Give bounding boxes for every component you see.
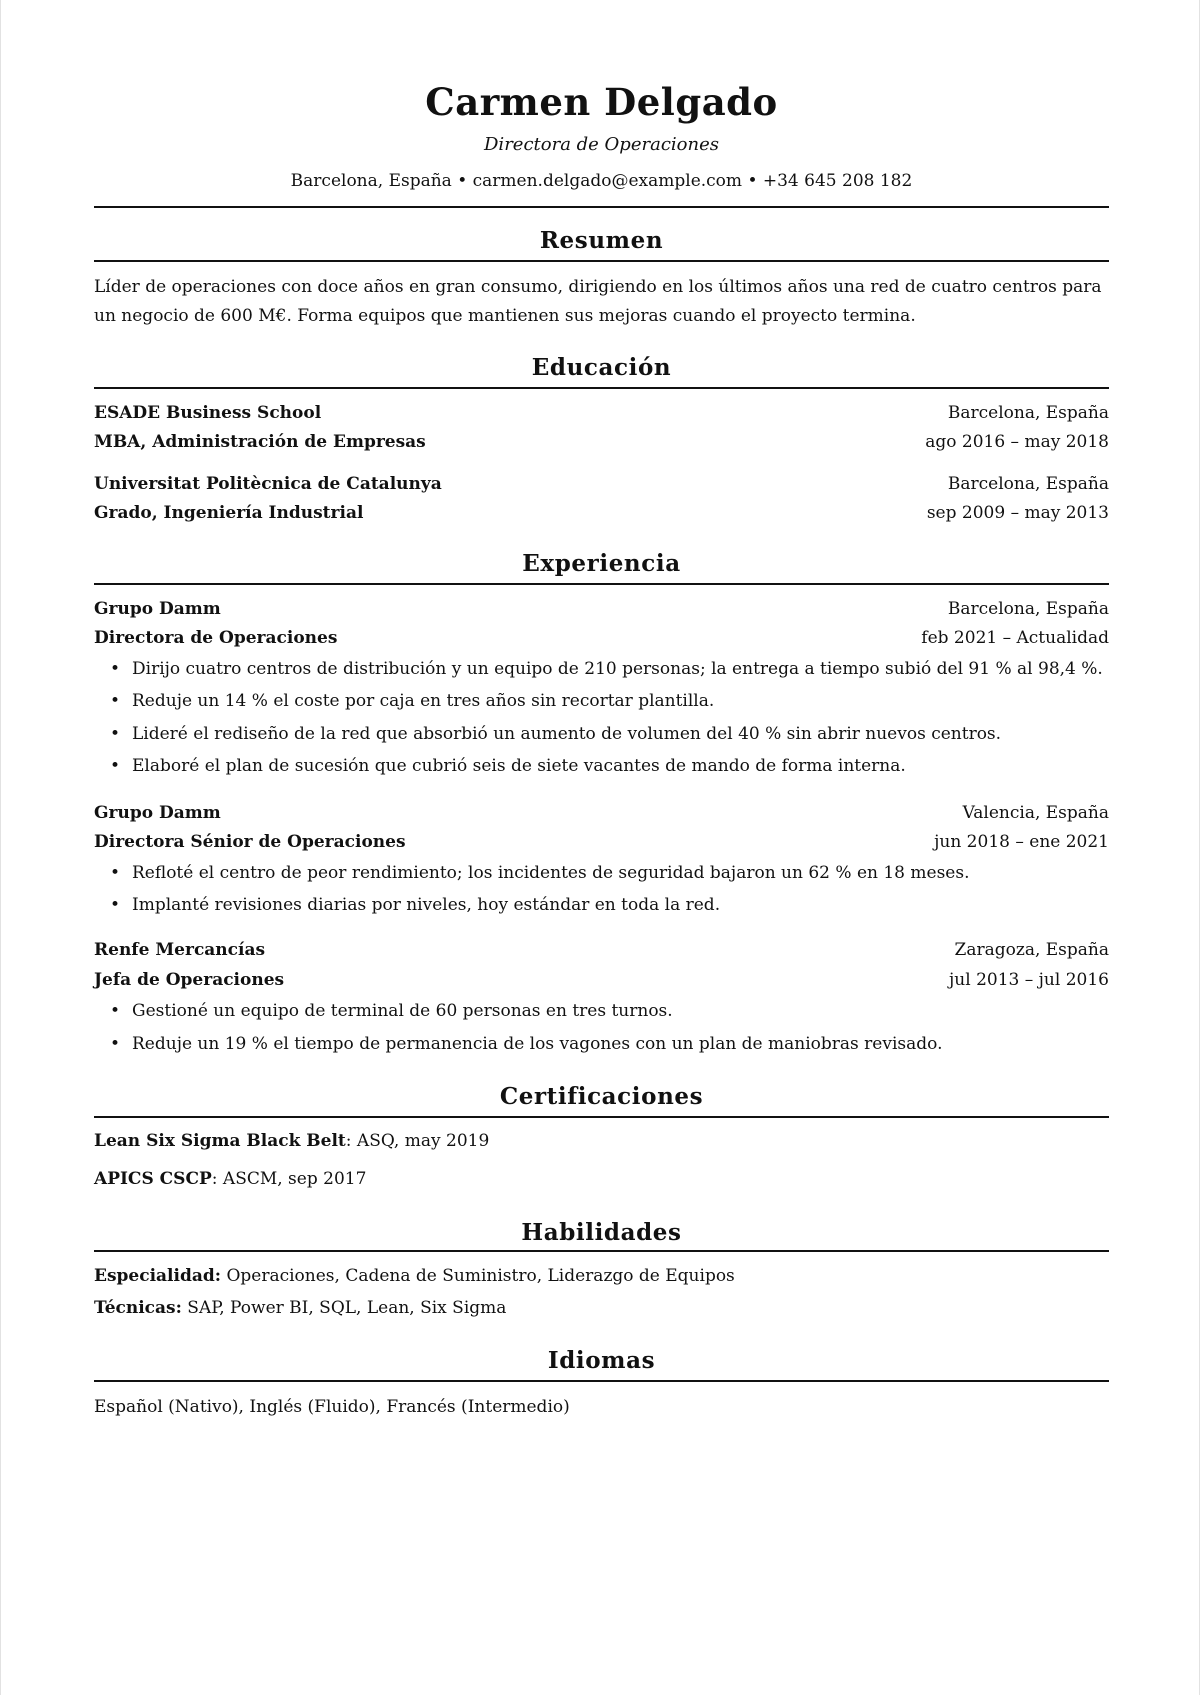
certification-item xyxy=(94,1127,1109,1155)
job-header xyxy=(94,936,1109,964)
certification-item xyxy=(94,1165,1109,1193)
certifications-divider xyxy=(94,1116,1109,1118)
skill-value: Operaciones, Cadena de Suministro, Liderazgo de Equipos xyxy=(221,1266,735,1286)
section-title-experience: Experiencia xyxy=(522,550,681,577)
education-dates: ago 2016 – may 2018 xyxy=(925,432,1109,452)
company-name: Grupo Damm xyxy=(94,599,221,619)
education-entry-degree xyxy=(94,499,1109,527)
section-title-summary: Resumen xyxy=(539,227,664,254)
languages-divider xyxy=(94,1380,1109,1382)
skill-label: Técnicas: xyxy=(94,1298,182,1318)
candidate-name: Carmen Delgado xyxy=(425,80,778,124)
job-bullet: • Implanté revisiones diarias por niveles, hoy estándar en toda la red. xyxy=(132,891,1109,919)
company-name: Renfe Mercancías xyxy=(94,940,266,960)
job-bullet: • Reduje un 14 % el coste por caja en tres años sin recortar plantilla. xyxy=(132,687,1109,715)
certification-name: APICS CSCP xyxy=(94,1169,212,1189)
certification-detail: : ASQ, may 2019 xyxy=(345,1131,490,1151)
header-divider xyxy=(94,206,1109,208)
skill-label: Especialidad: xyxy=(94,1266,222,1286)
job-dates: jul 2013 – jul 2016 xyxy=(949,970,1109,990)
job-bullet: • Dirijo cuatro centros de distribución y un equipo de 210 personas; la entrega a tiempo subió del 91 % al 98,4 %. xyxy=(132,655,1109,683)
summary-text: Líder de operaciones con doce años en gran consumo, dirigiendo en los últimos años una red de cuatro centros para un negocio de 600 M€. Forma equipos que mantienen sus mejoras cuando el proyecto termina. xyxy=(94,277,1102,326)
education-entry-degree xyxy=(94,428,1109,456)
degree-name: MBA, Administración de Empresas xyxy=(94,432,426,452)
school-name: Universitat Politècnica de Catalunya xyxy=(94,474,442,494)
job-location: Barcelona, España xyxy=(947,599,1109,619)
certification-name: Lean Six Sigma Black Belt xyxy=(94,1131,346,1151)
job-header xyxy=(94,799,1109,827)
experience-divider xyxy=(94,583,1109,585)
job-bullet: • Reduje un 19 % el tiempo de permanencia de los vagones con un plan de maniobras revisado. xyxy=(132,1030,1109,1058)
skill-row xyxy=(94,1294,1109,1322)
section-title-skills: Habilidades xyxy=(521,1219,682,1246)
skill-value: SAP, Power BI, SQL, Lean, Six Sigma xyxy=(181,1298,507,1318)
section-title-languages: Idiomas xyxy=(547,1347,656,1374)
contact-line: Barcelona, España • carmen.delgado@example.com • +34 645 208 182 xyxy=(290,171,913,191)
section-title-certifications: Certificaciones xyxy=(499,1083,704,1110)
candidate-role: Directora de Operaciones xyxy=(484,134,719,155)
school-location: Barcelona, España xyxy=(947,403,1109,423)
job-position-row xyxy=(94,966,1109,994)
education-dates: sep 2009 – may 2013 xyxy=(926,503,1109,523)
languages-text: Español (Nativo), Inglés (Fluido), Francés (Intermedio) xyxy=(94,1397,570,1417)
certification-detail: : ASCM, sep 2017 xyxy=(211,1169,367,1189)
degree-name: Grado, Ingeniería Industrial xyxy=(94,503,364,523)
school-location: Barcelona, España xyxy=(947,474,1109,494)
job-header xyxy=(94,595,1109,623)
job-bullet: • Lideré el rediseño de la red que absorbió un aumento de volumen del 40 % sin abrir nuevos centros. xyxy=(132,720,1109,748)
skills-divider xyxy=(94,1250,1109,1252)
summary-divider xyxy=(94,260,1109,262)
job-bullet: • Gestioné un equipo de terminal de 60 personas en tres turnos. xyxy=(132,997,1109,1025)
education-entry-header xyxy=(94,470,1109,498)
education-divider xyxy=(94,387,1109,389)
job-title: Directora de Operaciones xyxy=(94,628,338,648)
job-bullet: • Refloté el centro de peor rendimiento; los incidentes de seguridad bajaron un 62 % en 18 meses. xyxy=(132,859,1109,887)
company-name: Grupo Damm xyxy=(94,803,221,823)
job-position-row xyxy=(94,828,1109,856)
job-location: Valencia, España xyxy=(962,803,1109,823)
skill-row xyxy=(94,1262,1109,1290)
job-location: Zaragoza, España xyxy=(954,940,1109,960)
education-entry-header xyxy=(94,399,1109,427)
section-title-education: Educación xyxy=(531,354,672,381)
job-dates: feb 2021 – Actualidad xyxy=(921,628,1109,648)
job-title: Directora Sénior de Operaciones xyxy=(94,832,406,852)
job-position-row xyxy=(94,624,1109,652)
school-name: ESADE Business School xyxy=(94,403,322,423)
job-dates: jun 2018 – ene 2021 xyxy=(934,832,1109,852)
job-bullet: • Elaboré el plan de sucesión que cubrió seis de siete vacantes de mando de forma interna. xyxy=(132,752,1109,780)
job-title: Jefa de Operaciones xyxy=(94,970,285,990)
